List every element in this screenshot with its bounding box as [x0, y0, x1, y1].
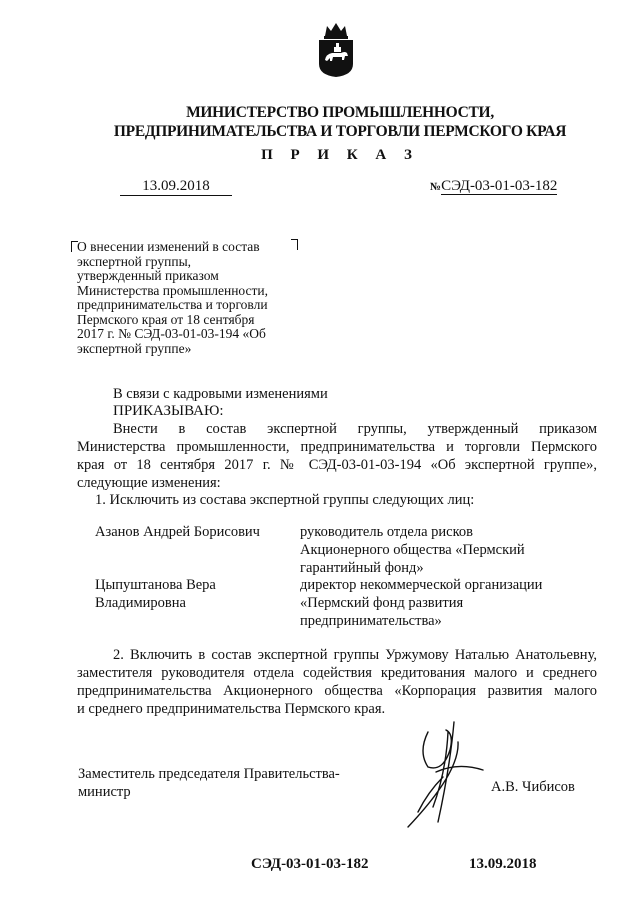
paragraph-1-line: Министерства промышленности, предпринимательства и торговли Пермского [77, 439, 597, 455]
person-name [95, 576, 216, 612]
signatory-title [78, 765, 340, 801]
subject-line: Министерства промышленности, [77, 282, 268, 298]
item-2-line: предпринимательства Акционерного общества «Корпорация развития малого [77, 683, 597, 699]
signatory-name: А.В. Чибисов [491, 779, 575, 795]
order-word: ПРИКАЗЫВАЮ: [113, 403, 224, 419]
item-2-line: заместителя руководителя отдела содействия кредитования малого и среднего [77, 665, 597, 681]
handwritten-signature [388, 712, 498, 832]
person-position-line: гарантийный фонд» [300, 560, 424, 576]
paragraph-1-line: следующие изменения: [77, 475, 221, 491]
paragraph-1-line: края от 18 сентября 2017 г. № СЭД-03-01-03-194 «Об экспертной группе», [77, 457, 597, 473]
subject-line: О внесении изменений в состав [77, 239, 260, 254]
item-2-line: 2. Включить в состав экспертной группы Уржумову Наталью Анатольевну, [113, 647, 597, 663]
subject-line: 2017 г. № СЭД-03-01-03-194 «Об [77, 326, 266, 341]
order-number-value: СЭД-03-01-03-182 [441, 178, 558, 194]
person-position-line: предпринимательства» [300, 613, 442, 629]
ministry-title-line-2: ПРЕДПРИНИМАТЕЛЬСТВА И ТОРГОВЛИ ПЕРМСКОГО КРАЯ [113, 123, 567, 140]
order-subject [77, 240, 317, 356]
person-position-line: «Пермский фонд развития [300, 595, 464, 611]
person-name-line: Владимировна [95, 595, 186, 611]
subject-line: экспертной группы, [77, 253, 192, 269]
person-position-line: руководитель отдела рисков [300, 524, 473, 540]
footer-date: 13.09.2018 [469, 856, 537, 872]
signatory-title-line: Заместитель председателя Правительства- [78, 766, 340, 782]
person-name-line: Азанов Андрей Борисович [95, 524, 260, 540]
subject-line: предпринимательства и торговли [77, 297, 268, 312]
subject-line: утвержденный приказом [77, 268, 219, 283]
document-type: П Р И К А З [261, 147, 419, 163]
signatory-title-line: министр [78, 784, 131, 800]
subject-line: Пермского края от 18 сентября [77, 311, 255, 327]
order-number [430, 178, 557, 196]
order-date: 13.09.2018 [120, 178, 232, 196]
item-2-line: и среднего предпринимательства Пермского края. [77, 701, 386, 717]
person-position [300, 576, 542, 630]
item-1: 1. Исключить из состава экспертной группы следующих лиц: [95, 492, 475, 508]
footer-number: СЭД-03-01-03-182 [251, 856, 369, 872]
ministry-title-line-1: МИНИСТЕРСТВО ПРОМЫШЛЕННОСТИ, [186, 104, 494, 121]
person-name [95, 523, 260, 541]
person-position-line: директор некоммерческой организации [300, 577, 543, 593]
paragraph-1-line: Внести в состав экспертной группы, утвержденный приказом [113, 421, 597, 437]
number-sign: № [430, 181, 442, 193]
person-name-line: Цыпуштанова Вера [95, 577, 216, 593]
person-position-line: Акционерного общества «Пермский [300, 542, 525, 558]
subject-line: экспертной группе» [77, 340, 192, 356]
perm-coat-of-arms-emblem [313, 20, 359, 78]
person-position [300, 523, 525, 577]
ministry-title [60, 103, 620, 141]
intro-text: В связи с кадровыми изменениями [113, 386, 328, 402]
